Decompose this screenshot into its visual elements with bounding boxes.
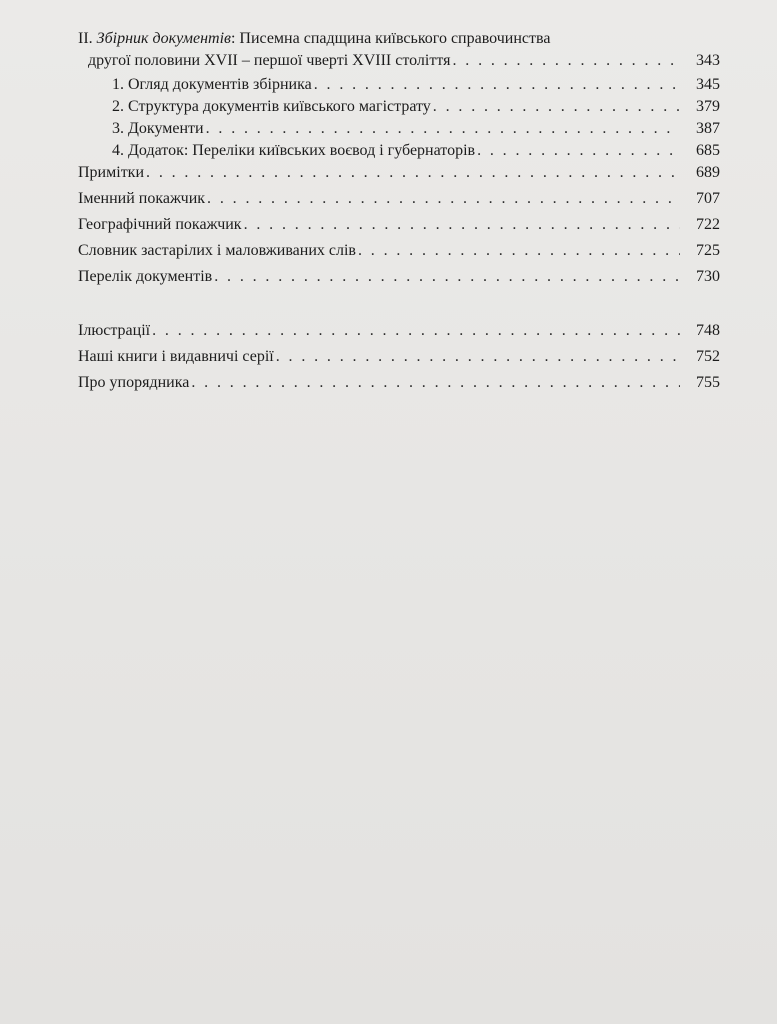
section-number: II. (78, 30, 93, 47)
dot-leader (276, 348, 680, 366)
dot-leader (207, 190, 680, 208)
toc-subentry (78, 98, 720, 120)
dot-leader (214, 268, 680, 286)
dot-leader (206, 120, 680, 138)
page-number: 730 (696, 268, 720, 285)
toc-subentry (78, 142, 720, 164)
dot-leader (146, 164, 680, 182)
entry-title: Про упорядника (78, 374, 190, 391)
dot-leader (191, 374, 680, 392)
dot-leader (244, 216, 680, 234)
toc-entry (78, 374, 720, 400)
page-number: 685 (696, 142, 720, 159)
page-number: 379 (696, 98, 720, 115)
entry-title: Ілюстрації (78, 322, 151, 339)
entry-title: 4. Додаток: Переліки київських воєвод і губернаторів (112, 142, 476, 159)
page-number: 689 (696, 164, 720, 181)
toc-entry (78, 52, 720, 76)
page-number: 725 (696, 242, 720, 259)
dot-leader (433, 98, 680, 116)
page-number: 752 (696, 348, 720, 365)
entry-title: Іменний покажчик (78, 190, 206, 207)
page-number: 722 (696, 216, 720, 233)
dot-leader (358, 242, 680, 260)
entry-title: 3. Документи (112, 120, 204, 137)
toc-entry (78, 322, 720, 348)
section-title-italic: Збірник документів (96, 30, 231, 47)
page-number: 343 (696, 52, 720, 69)
page-number: 748 (696, 322, 720, 339)
dot-leader (314, 76, 680, 94)
entry-title: Наші книги і видавничі серії (78, 348, 274, 365)
table-of-contents (78, 30, 720, 400)
dot-leader (152, 322, 680, 340)
page-number: 707 (696, 190, 720, 207)
toc-subentry (78, 76, 720, 98)
page-number: 345 (696, 76, 720, 93)
entry-title: Словник застарілих і маловживаних слів (78, 242, 356, 259)
toc-entry (78, 268, 720, 294)
section-title-line2: другої половини XVII – першої чверті XVIII століття (88, 52, 451, 69)
section-title-rest: : Писемна спадщина київського справочинства (230, 30, 551, 47)
entry-title: Примітки (78, 164, 145, 181)
toc-entry (78, 242, 720, 268)
spacer (78, 294, 720, 322)
entry-title: Перелік документів (78, 268, 213, 285)
toc-subentry (78, 120, 720, 142)
toc-entry (78, 216, 720, 242)
toc-entry (78, 164, 720, 190)
entry-title: Географічний покажчик (78, 216, 242, 233)
dot-leader (452, 52, 680, 70)
toc-entry (78, 348, 720, 374)
toc-section-heading (78, 30, 720, 52)
page-number: 755 (696, 374, 720, 391)
page-number: 387 (696, 120, 720, 137)
entry-title: 1. Огляд документів збірника (112, 76, 312, 93)
toc-entry (78, 190, 720, 216)
dot-leader (477, 142, 680, 160)
entry-title: 2. Структура документів київського магістрату (112, 98, 431, 115)
